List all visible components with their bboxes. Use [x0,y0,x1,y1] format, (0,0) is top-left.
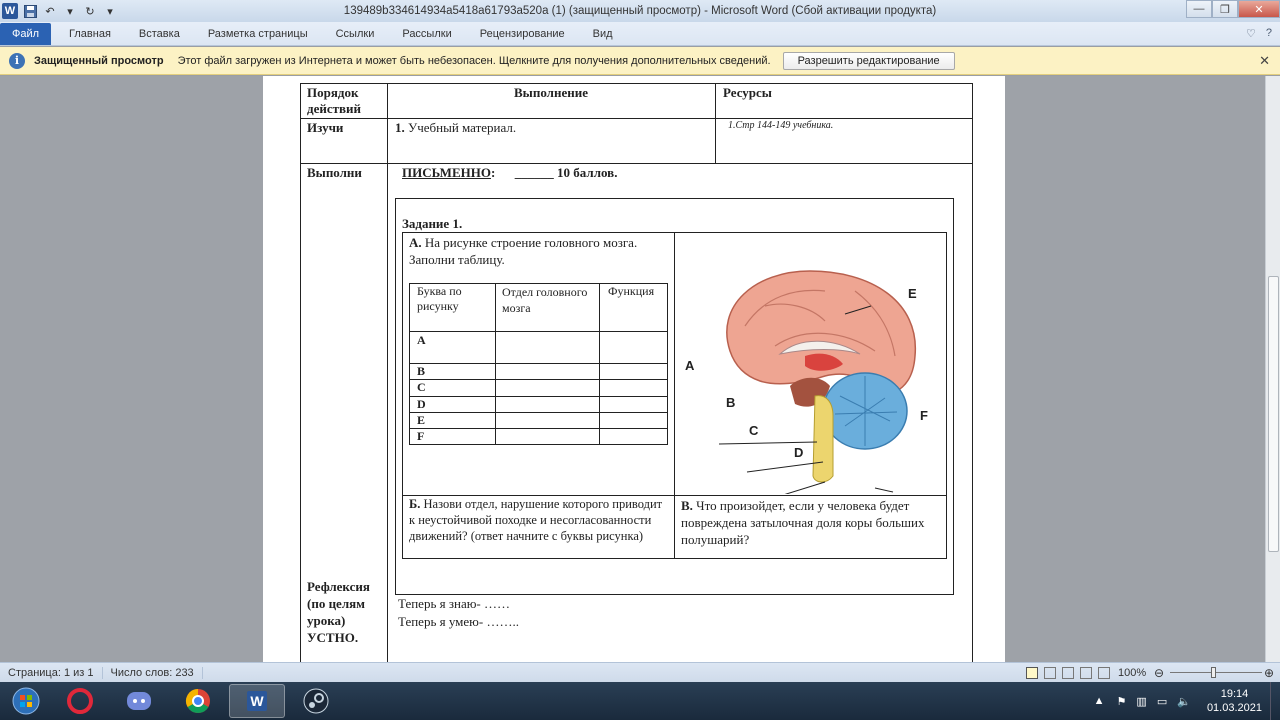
web-layout-icon[interactable] [1062,667,1074,679]
vertical-scrollbar[interactable] [1265,76,1280,662]
tab-review[interactable]: Рецензирование [479,27,565,40]
table-border [599,283,600,445]
task-b-label: Б. [409,497,421,511]
svg-text:W: W [250,693,264,709]
table-border [972,83,973,662]
window-controls [1186,0,1280,18]
save-icon[interactable] [22,3,38,19]
protected-view-text[interactable]: Этот файл загружен из Интернета и может быть небезопасен. Щелкните для получения дополнительных сведений. [177,54,771,67]
word-logo-icon: W [2,3,18,19]
task-b-description: Назови отдел, нарушение которого приводит к неустойчивой походке и несогласованности движений? (ответ начните с буквы рисунка) [409,497,663,543]
diagram-label-c: C [749,423,759,438]
zoom-level[interactable]: 100% [1118,666,1147,679]
header-order: Порядок действий [307,85,361,116]
answer-letter-a: A [417,333,426,347]
brain-diagram [675,236,945,494]
written-instruction [402,165,617,181]
chrome-icon[interactable] [170,684,226,718]
help-icon[interactable]: ? [1265,27,1272,39]
protected-view-bar [0,47,1280,75]
quick-access-toolbar [0,3,340,19]
redo-icon[interactable]: ↻ [85,5,95,18]
ribbon-tabs [0,22,1280,46]
answer-letter-d: D [417,397,426,411]
diagram-label-e: E [908,286,917,301]
table-border [409,412,668,413]
clock[interactable] [1207,687,1262,715]
brainstem-shape [813,396,833,482]
table-border [300,83,301,662]
reflection-label: Рефлексия (по целям урока) УСТНО. [307,579,370,645]
score-text: : ______ 10 баллов. [490,165,618,180]
close-message-icon[interactable]: ✕ [1259,52,1270,68]
row-do-label: Выполни [307,165,362,180]
discord-icon[interactable] [111,684,167,718]
status-page[interactable]: Страница: 1 из 1 [8,667,103,679]
enable-editing-button[interactable]: Разрешить редактирование [783,52,955,70]
table-border [495,283,496,445]
diagram-label-d: D [794,445,804,460]
cerebrum-shape [727,271,916,394]
document-page [263,76,1005,662]
table-border [300,163,973,164]
table-border [300,83,973,84]
show-hidden-icons-icon[interactable]: ▲ [1093,695,1105,707]
diagram-label-b: B [726,395,736,410]
answer-header-section: Отдел головного мозга [502,285,588,315]
table-border [409,428,668,429]
close-window-icon[interactable]: ✕ [1238,0,1280,18]
action-center-icon[interactable]: ⚑ [1116,695,1127,708]
opera-icon[interactable] [52,684,108,718]
power-icon[interactable]: ▭ [1156,695,1168,708]
task-b-text [409,496,671,544]
task-v-text [681,497,941,548]
answer-letter-b: B [417,364,426,378]
row-study-material: Учебный материал. [408,120,517,135]
task-v-label: В. [681,498,693,513]
pointer-line-b [747,462,823,472]
answer-letter-f: F [417,429,425,443]
task-a-text [409,234,669,268]
clock-time: 19:14 [1220,688,1249,700]
pointer-line-c [767,482,825,494]
row-study-label: Изучи [307,120,344,135]
table-border [715,83,716,163]
scrollbar-thumb[interactable] [1268,276,1279,552]
system-tray [1094,682,1280,720]
diagram-label-f: F [920,408,928,423]
full-screen-reading-icon[interactable] [1044,667,1056,679]
table-border [409,396,668,397]
protected-view-title: Защищенный просмотр [34,54,164,67]
minimize-ribbon-icon[interactable]: ♡ [1246,28,1256,40]
row-study-number: 1. [395,120,405,135]
minimize-icon[interactable]: — [1186,0,1212,18]
table-border [409,331,668,332]
zoom-in-icon[interactable]: ⊕ [1264,665,1275,680]
answer-header-letter: Буква по рисунку [417,284,462,313]
header-execution: Выполнение [514,85,588,100]
tab-references[interactable]: Ссылки [335,27,375,40]
outline-icon[interactable] [1080,667,1092,679]
show-desktop-button[interactable] [1270,682,1280,720]
table-border [387,83,388,662]
shield-info-icon: i [9,53,25,69]
title-bar [0,0,1280,22]
task-a-label: А. [409,235,422,250]
reflection-line-know: Теперь я знаю- …… [398,596,511,611]
answer-letter-e: E [417,413,426,427]
tab-home[interactable]: Главная [69,27,111,40]
zoom-slider-thumb[interactable] [1211,667,1216,678]
pointer-line-f [875,488,893,492]
tab-mailings[interactable]: Рассылки [402,27,452,40]
tab-file[interactable]: Файл [0,23,51,45]
diagram-label-a: A [685,358,695,373]
network-icon[interactable]: ▥ [1136,695,1147,708]
written-word: ПИСЬМЕННО [402,165,491,180]
document-area [0,76,1265,662]
draft-icon[interactable] [1098,667,1110,679]
status-view-buttons [1026,667,1110,679]
zoom-out-icon[interactable]: ⊖ [1154,665,1165,680]
tab-insert[interactable]: Вставка [138,27,180,40]
task-a-description: На рисунке строение головного мозга. Заполни таблицу. [409,235,638,267]
print-layout-icon[interactable] [1026,667,1038,679]
header-resources: Ресурсы [723,85,772,100]
word-taskbar-icon[interactable] [229,684,285,718]
task-v-description: Что произойдет, если у человека будет повреждена затылочная доля коры больших полушарий? [681,498,925,547]
steam-icon[interactable] [288,684,344,718]
answer-letter-c: C [417,380,426,394]
table-border [409,379,668,380]
restore-icon[interactable]: ❐ [1212,0,1238,18]
answer-header-function: Функция [608,284,655,298]
volume-icon[interactable]: 🔈 [1177,695,1191,708]
customize-toolbar-icon[interactable]: ▾ [107,5,113,18]
undo-icon[interactable]: ↶ [45,5,55,18]
clock-date: 01.03.2021 [1206,702,1262,714]
table-border [300,118,973,119]
reflection-line-can: Теперь я умею- …….. [398,614,519,629]
row-study-text [395,120,516,136]
tab-page-layout[interactable]: Разметка страницы [207,27,308,40]
table-border [409,363,668,364]
tab-view[interactable]: Вид [592,27,613,40]
zoom-slider[interactable] [1170,672,1262,673]
taskbar [0,682,1280,720]
dropdown-arrow-icon[interactable]: ▾ [67,5,73,18]
status-word-count[interactable]: Число слов: 233 [111,667,203,679]
task-title: Задание 1. [402,216,463,231]
status-bar [0,662,1280,682]
window-title: 139489b334614934a5418a61793a520a (1) (защищенный просмотр) - Microsoft Word (Сбой активации продукта) [343,5,937,17]
start-button[interactable] [3,684,49,718]
row-study-resource: 1.Стр 144-149 учебника. [728,120,834,131]
pointer-line-a [719,442,817,444]
